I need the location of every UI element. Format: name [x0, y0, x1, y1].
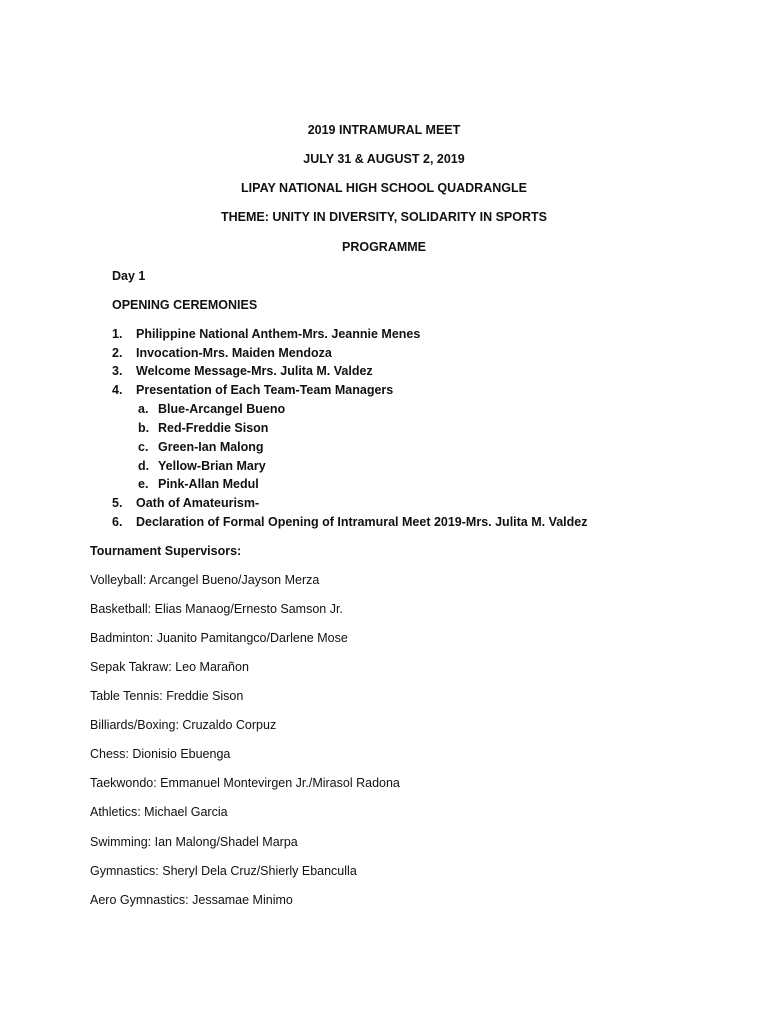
supervisor-line: Aero Gymnastics: Jessamae Minimo: [90, 893, 293, 907]
supervisor-line: Basketball: Elias Manaog/Ernesto Samson Jr.: [90, 602, 343, 616]
supervisor-line: Volleyball: Arcangel Bueno/Jayson Merza: [90, 573, 320, 587]
supervisor-line: Gymnastics: Sheryl Dela Cruz/Shierly Ebanculla: [90, 864, 357, 878]
meet-title: 2019 INTRAMURAL MEET: [307, 123, 461, 137]
supervisor-line: Sepak Takraw: Leo Marañon: [90, 660, 249, 674]
supervisor-line: Badminton: Juanito Pamitangco/Darlene Mose: [90, 631, 348, 645]
item-text: Welcome Message-Mrs. Julita M. Valdez: [136, 364, 373, 378]
supervisor-line: Athletics: Michael Garcia: [90, 805, 228, 819]
team-text: Yellow-Brian Mary: [158, 459, 266, 473]
team-text: Blue-Arcangel Bueno: [158, 402, 286, 416]
team-text: Red-Freddie Sison: [158, 421, 269, 435]
item-number: 3.: [112, 364, 123, 378]
item-number: 6.: [112, 515, 123, 529]
item-number: 4.: [112, 383, 123, 397]
supervisor-line: Chess: Dionisio Ebuenga: [90, 747, 231, 761]
section-title: OPENING CEREMONIES: [112, 298, 258, 312]
item-number: 1.: [112, 327, 123, 341]
team-letter: e.: [138, 477, 149, 491]
item-text: Philippine National Anthem-Mrs. Jeannie Menes: [136, 327, 421, 341]
meet-theme: THEME: UNITY IN DIVERSITY, SOLIDARITY IN SPORTS: [221, 210, 547, 224]
team-letter: a.: [138, 402, 149, 416]
team-letter: c.: [138, 440, 149, 454]
item-text: Declaration of Formal Opening of Intramural Meet 2019-Mrs. Julita M. Valdez: [136, 515, 588, 529]
team-letter: d.: [138, 459, 150, 473]
supervisors-title: Tournament Supervisors:: [90, 544, 242, 558]
day-label: Day 1: [112, 269, 146, 283]
supervisor-line: Taekwondo: Emmanuel Montevirgen Jr./Mirasol Radona: [90, 776, 400, 790]
team-text: Green-Ian Malong: [158, 440, 264, 454]
meet-venue: LIPAY NATIONAL HIGH SCHOOL QUADRANGLE: [241, 181, 527, 195]
programme-heading: PROGRAMME: [341, 240, 427, 254]
item-number: 5.: [112, 496, 123, 510]
supervisor-line: Billiards/Boxing: Cruzaldo Corpuz: [90, 718, 277, 732]
team-text: Pink-Allan Medul: [158, 477, 259, 491]
supervisor-line: Swimming: Ian Malong/Shadel Marpa: [90, 835, 298, 849]
item-text: Oath of Amateurism-: [136, 496, 260, 510]
item-text: Presentation of Each Team-Team Managers: [136, 383, 394, 397]
item-text: Invocation-Mrs. Maiden Mendoza: [136, 346, 332, 360]
item-number: 2.: [112, 346, 123, 360]
supervisor-line: Table Tennis: Freddie Sison: [90, 689, 244, 703]
team-letter: b.: [138, 421, 150, 435]
meet-dates: JULY 31 & AUGUST 2, 2019: [303, 152, 465, 166]
